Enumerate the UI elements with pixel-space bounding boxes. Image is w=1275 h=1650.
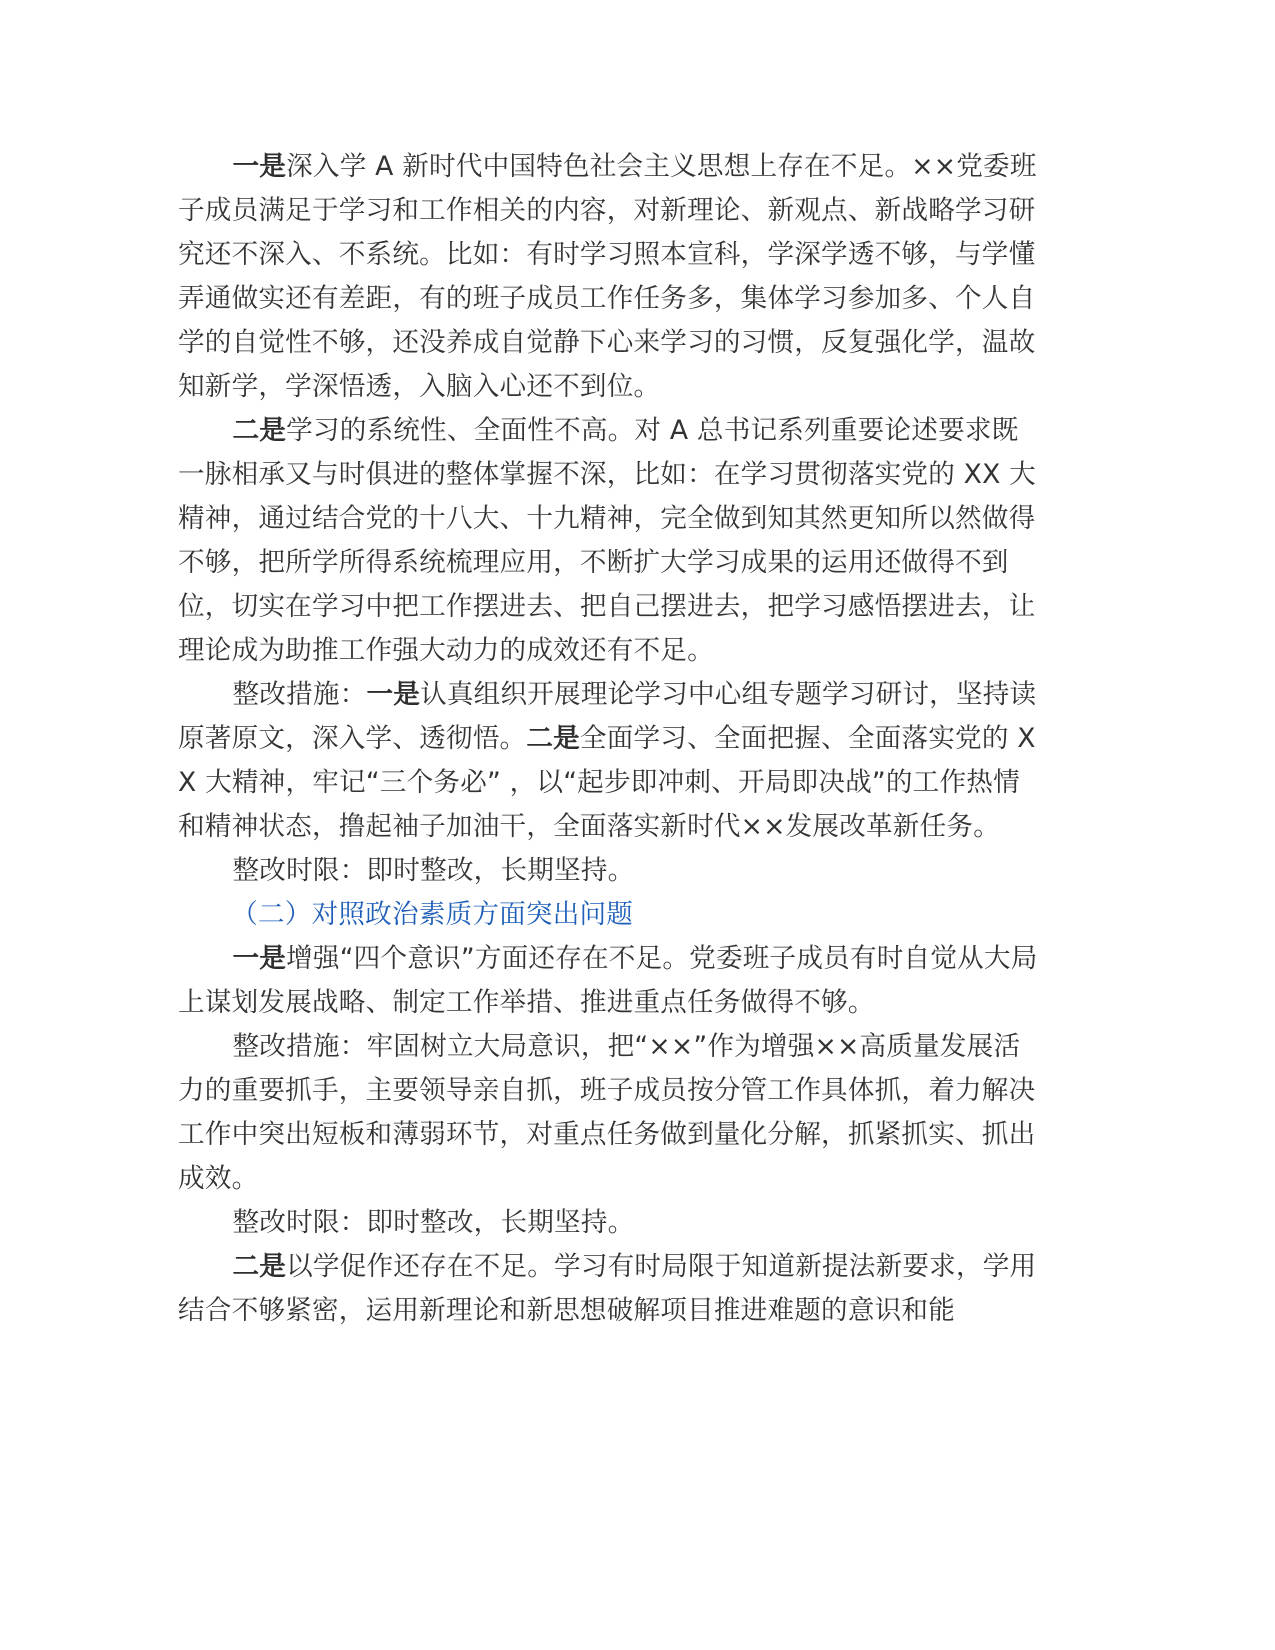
paragraph-1 [178, 145, 1038, 409]
paragraph-1-text: 深入学 A 新时代中国特色社会主义思想上存在不足。××党委班子成员满足于学习和工作相关的内容，对新理论、新观点、新战略学习研究还不深入、不系统。比如：有时学习照本宣科，学深学透不够，与学懂弄通做实还有差距，有的班子成员工作任务多，集体学习参加多、个人自学的自觉性不够，还没养成自觉静下心来学习的习惯，反复强化学，温故知新学，学深悟透，入脑入心还不到位。 [178, 151, 1037, 402]
paragraph-8 [178, 1245, 1038, 1333]
paragraph-2 [178, 409, 1038, 673]
paragraph-6 [178, 1025, 1038, 1201]
paragraph-3-lead: 一是 [366, 679, 421, 710]
paragraph-5-lead: 一是 [232, 943, 287, 974]
paragraph-3 [178, 673, 1038, 849]
paragraph-2-text: 学习的系统性、全面性不高。对 A 总书记系列重要论述要求既一脉相承又与时俱进的整体掌握不深，比如：在学习贯彻落实党的 XX 大精神，通过结合党的十八大、十九精神，完全做到知其然更知所以然做得不够，把所学所得系统梳理应用，不断扩大学习成果的运用还做得不到位，切实在学习中把工作摆进去、把自己摆进去，把学习感悟摆进去，让理论成为助推工作强大动力的成效还有不足。 [178, 415, 1036, 666]
paragraph-7-text: 整改时限：即时整改，长期坚持。 [232, 1207, 635, 1238]
paragraph-4-text: 整改时限：即时整改，长期坚持。 [232, 855, 635, 886]
paragraph-4 [178, 849, 1038, 893]
paragraph-5 [178, 937, 1038, 1025]
paragraph-7 [178, 1201, 1038, 1245]
paragraph-6-text: 整改措施：牢固树立大局意识，把“××”作为增强××高质量发展活力的重要抓手，主要领导亲自抓，班子成员按分管工作具体抓，着力解决工作中突出短板和薄弱环节，对重点任务做到量化分解，抓紧抓实、抓出成效。 [178, 1031, 1036, 1194]
paragraph-3-text: 认真组织开展理论学习中心组专题学习研讨，坚持读原著原文，深入学、透彻悟。 [178, 679, 1037, 754]
paragraph-3-prefix: 整改措施： [232, 679, 367, 710]
paragraph-3-text-2: 全面学习、全面把握、全面落实党的 XX 大精神，牢记“三个务必” ，以“起步即冲刺、开局即决战”的工作热情和精神状态，撸起袖子加油干，全面落实新时代××发展改革新任务。 [178, 723, 1036, 842]
document-page [178, 145, 1038, 1333]
paragraph-3-lead-2: 二是 [526, 723, 580, 754]
paragraph-5-text: 增强“四个意识”方面还存在不足。党委班子成员有时自觉从大局上谋划发展战略、制定工作举措、推进重点任务做得不够。 [178, 943, 1038, 1018]
paragraph-2-lead: 二是 [232, 415, 287, 446]
paragraph-1-lead: 一是 [232, 151, 287, 182]
paragraph-8-lead: 二是 [232, 1251, 287, 1282]
paragraph-8-text: 以学促作还存在不足。学习有时局限于知道新提法新要求，学用结合不够紧密，运用新理论和新思想破解项目推进难题的意识和能 [178, 1251, 1037, 1326]
section-heading: （二）对照政治素质方面突出问题 [231, 899, 634, 930]
